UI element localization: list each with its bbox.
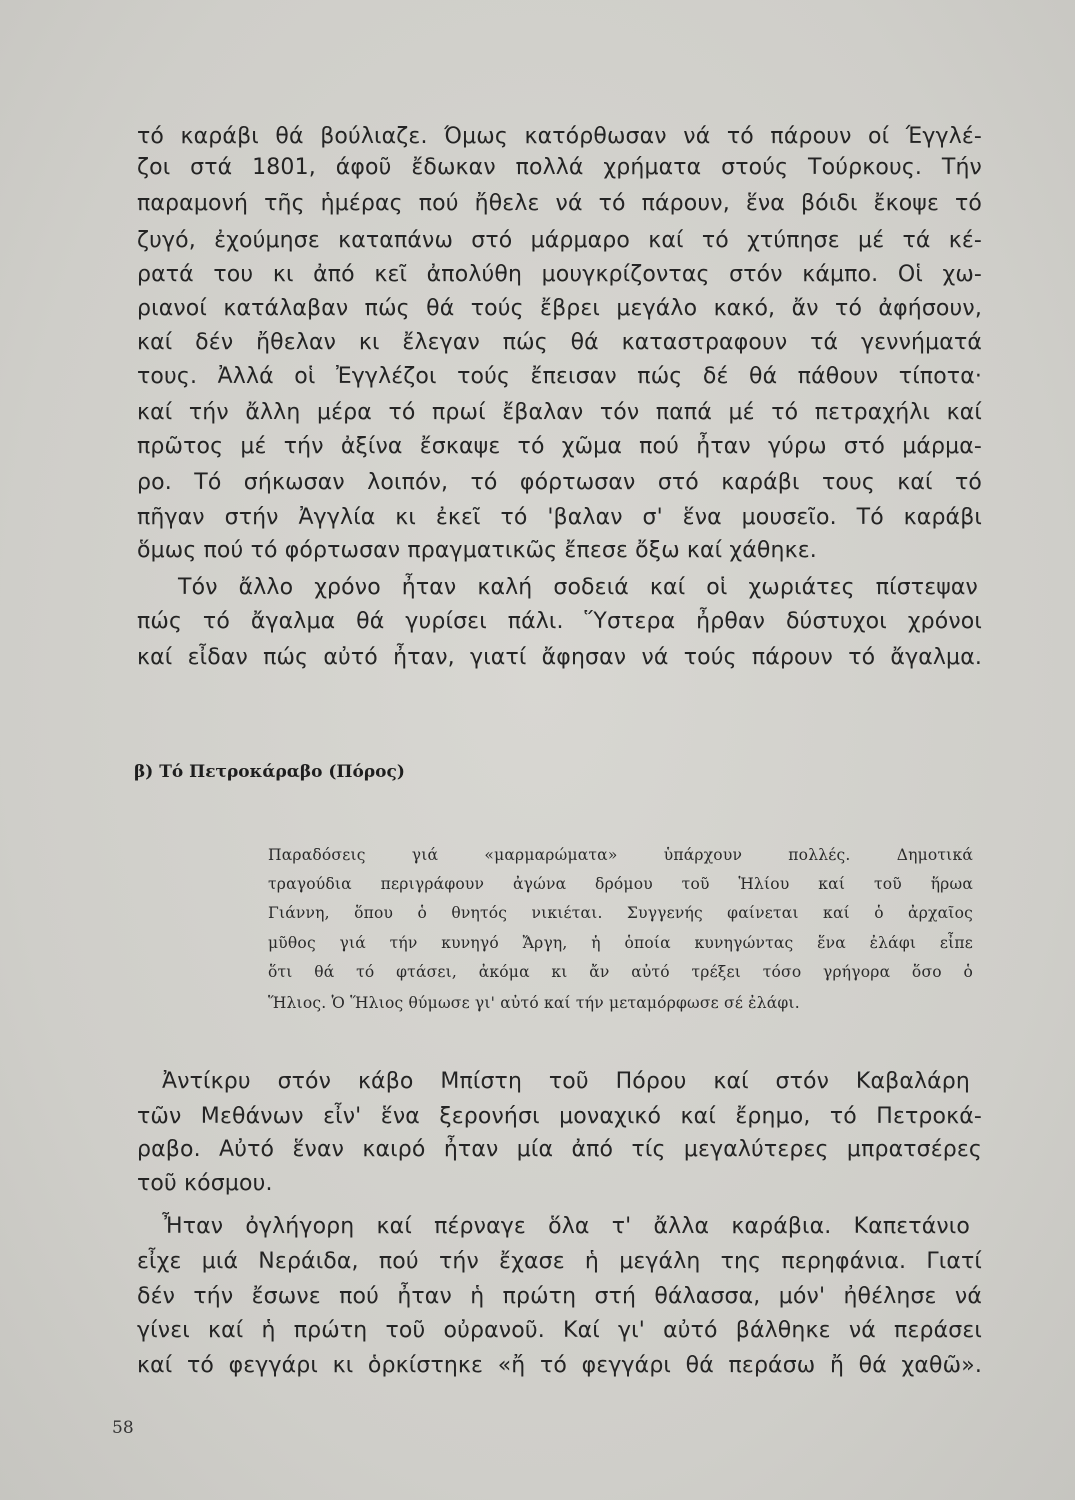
page-number: 58 [112, 1418, 134, 1438]
text-line: ριανοί κατάλαβαν πώς θά τούς ἔβρει μεγάλο κακό, ἄν τό ἀφήσουν, [137, 296, 982, 321]
text-line: τῶν Μεθάνων εἶν' ἕνα ξερονήσι μοναχικό καί ἔρημο, τό Πετροκά- [137, 1104, 982, 1129]
text-line: τό καράβι θά βούλιαζε. Όμως κατόρθωσαν νά τό πάρουν οί Έγγλέ- [137, 124, 982, 149]
quote-line: τραγούδια περιγράφουν ἀγώνα δρόμου τοῦ Ἡλίου καί τοῦ ἥρωα [268, 875, 973, 893]
text-line: ρατά του κι ἀπό κεῖ ἀπολύθη μουγκρίζοντας στόν κάμπο. Οἱ χω- [137, 262, 982, 287]
text-line: Ἀντίκρυ στόν κάβο Μπίστη τοῦ Πόρου καί στόν Καβαλάρη [162, 1069, 970, 1094]
text-line: ὅμως πού τό φόρτωσαν πραγματικῶς ἔπεσε ὄξω καί χάθηκε. [137, 538, 817, 563]
text-line: ζοι στά 1801, άφοῦ ἔδωκαν πολλά χρήματα στούς Τούρκους. Τήν [137, 155, 982, 180]
quote-line: ὅτι θά τό φτάσει, ἀκόμα κι ἄν αὐτό τρέξει τόσο γρήγορα ὅσο ὁ [268, 963, 973, 981]
text-line: Τόν ἄλλο χρόνο ἦταν καλή σοδειά καί οἱ χωριάτες πίστεψαν [178, 575, 978, 600]
text-line: Ἦταν ὀγλήγορη καί πέρναγε ὅλα τ' ἄλλα καράβια. Καπετάνιο [162, 1214, 970, 1239]
text-line: γίνει καί ἡ πρώτη τοῦ οὐρανοῦ. Καί γι' αὐτό βάλθηκε νά περάσει [137, 1318, 982, 1343]
text-line: εἶχε μιά Νεράιδα, πού τήν ἔχασε ἡ μεγάλη της περηφάνια. Γιατί [137, 1249, 982, 1274]
text-line: τοῦ κόσμου. [137, 1171, 273, 1196]
quote-line: μῦθος γιά τήν κυνηγό Ἄργη, ἡ ὁποία κυνηγώντας ἕνα ἐλάφι εἶπε [268, 934, 973, 952]
text-line: πῆγαν στήν Ἀγγλία κι ἐκεῖ τό 'βαλαν σ' ἕνα μουσεῖο. Τό καράβι [137, 505, 982, 530]
text-line: καί δέν ἤθελαν κι ἔλεγαν πώς θά καταστραφουν τά γεννήματά [137, 330, 982, 355]
text-line: πρῶτος μέ τήν ἀξίνα ἔσκαψε τό χῶμα πού ἦταν γύρω στό μάρμα- [137, 434, 982, 459]
text-line: δέν τήν ἔσωνε πού ἦταν ἡ πρώτη στή θάλασσα, μόν' ἠθέλησε νά [137, 1284, 982, 1309]
text-line: καί τό φεγγάρι κι ὁρκίστηκε «ἤ τό φεγγάρι θά περάσω ἤ θά χαθῶ». [137, 1353, 982, 1378]
text-line: καί εἶδαν πώς αὐτό ἦταν, γιατί ἄφησαν νά τούς πάρουν τό ἄγαλμα. [137, 645, 982, 670]
quote-line: Γιάννη, ὅπου ὁ θνητός νικιέται. Συγγενής φαίνεται καί ὁ ἀρχαῖος [268, 904, 973, 922]
text-line: τους. Ἀλλά οἱ Ἐγγλέζοι τούς ἔπεισαν πώς δέ θά πάθουν τίποτα· [137, 364, 982, 389]
text-line: παραμονή τῆς ἡμέρας πού ἤθελε νά τό πάρουν, ἕνα βόιδι ἔκοψε τό [137, 191, 982, 216]
quote-line: Παραδόσεις γιά «μαρμαρώματα» ὑπάρχουν πολλές. Δημοτικά [268, 846, 973, 864]
section-heading: β) Τό Πετροκάραβο (Πόρος) [134, 762, 405, 782]
text-line: ζυγό, ἐχούμησε καταπάνω στό μάρμαρο καί τό χτύπησε μέ τά κέ- [137, 228, 982, 253]
text-line: ρο. Τό σήκωσαν λοιπόν, τό φόρτωσαν στό καράβι τους καί τό [137, 470, 982, 495]
text-line: καί τήν ἄλλη μέρα τό πρωί ἔβαλαν τόν παπά μέ τό πετραχήλι καί [137, 400, 982, 425]
quote-line: Ἥλιος. Ὁ Ἥλιος θύμωσε γι' αὐτό καί τήν μεταμόρφωσε σέ ἐλάφι. [268, 994, 800, 1012]
text-line: ραβο. Αὐτό ἕναν καιρό ἦταν μία ἀπό τίς μεγαλύτερες μπρατσέρες [137, 1137, 982, 1162]
text-line: πώς τό ἄγαλμα θά γυρίσει πάλι. Ὕστερα ἦρθαν δύστυχοι χρόνοι [137, 609, 982, 634]
